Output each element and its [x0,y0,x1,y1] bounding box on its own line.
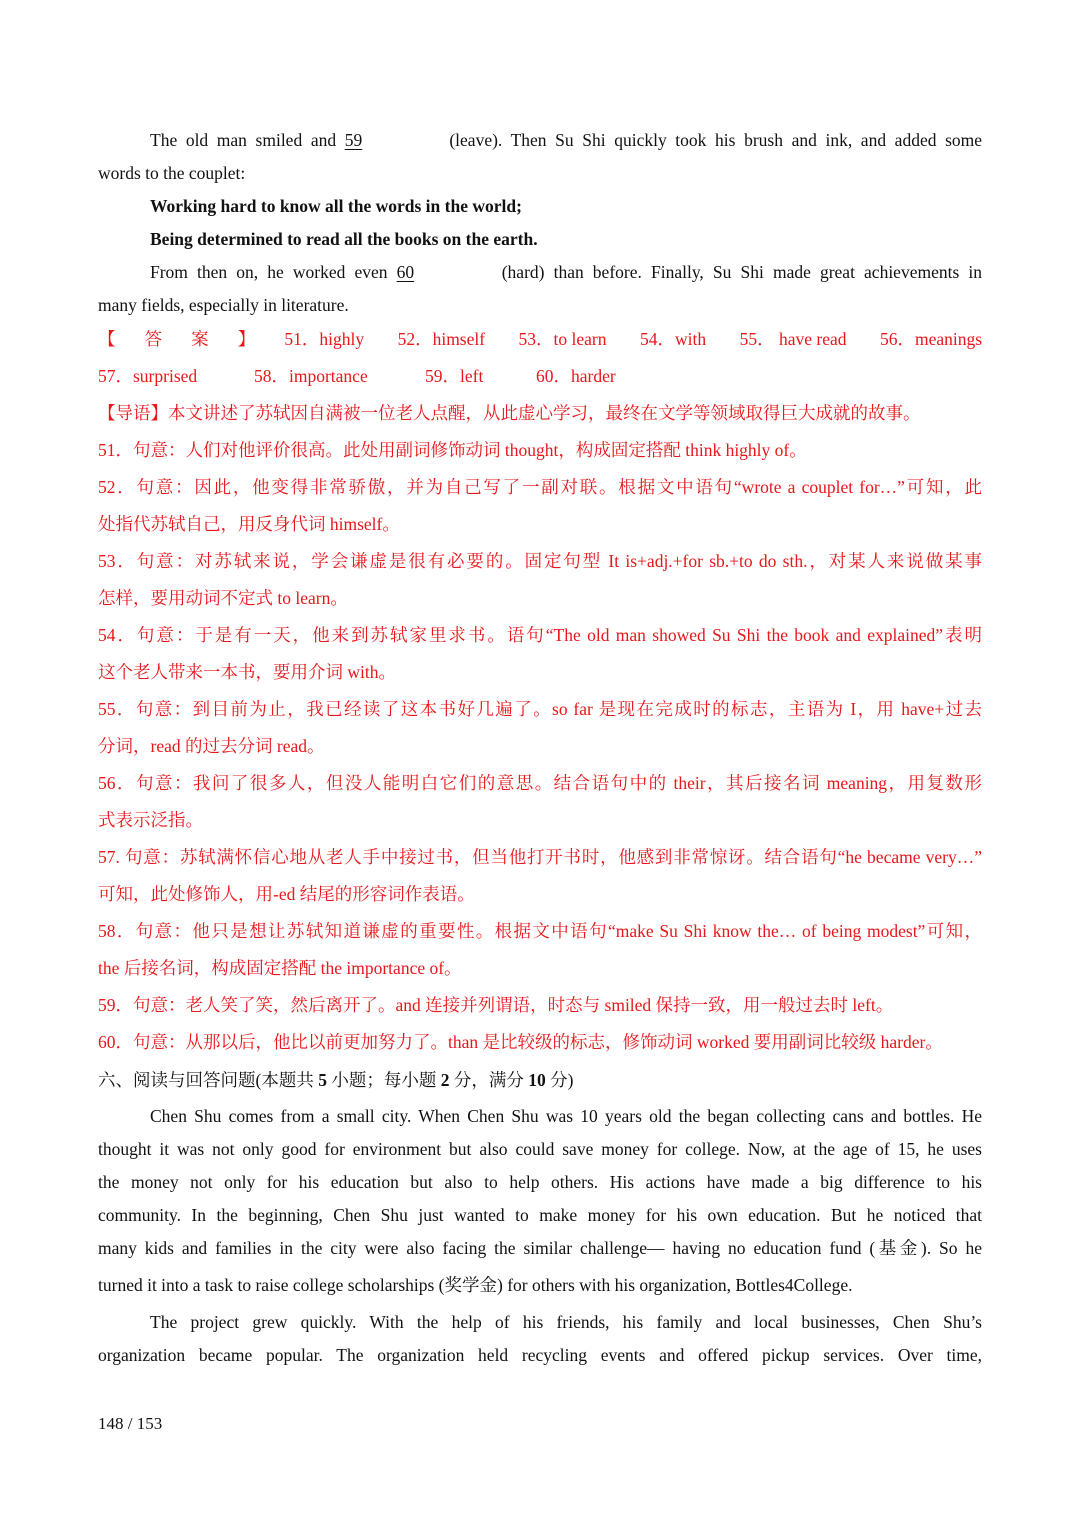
answer-item: 59．left [425,366,484,386]
page-number: 148 / 153 [98,1414,163,1433]
explanation-52-cont: 处指代苏轼自己，用反身代词 himself。 [98,514,400,534]
passage-line: From then on, he worked even 60 (hard) than before. Finally, Su Shi made great achievements in [150,262,982,282]
reading-line: the money not only for his education but also to help others. His actions have made a big difference to his [98,1172,982,1192]
explanation-57: 57. 句意：苏轼满怀信心地从老人手中接过书，但当他打开书时，他感到非常惊讶。结合语句“he became very…” [98,847,982,867]
explanation-58-cont: the 后接名词，构成固定搭配 the importance of。 [98,958,462,978]
answer-item: 57．surprised [98,366,198,386]
blank-60: 60 [396,262,415,282]
answer-label: 【答案】 [98,329,285,349]
answer-row [98,329,982,351]
section-heading: 六、阅读与回答问题(本题共 5 小题；每小题 2 分，满分 10 分) [98,1070,574,1090]
reading-line: turned it into a task to raise college scholarships (奖学金) for others with his organization, Bottles4College. [98,1275,853,1295]
passage-line: many fields, especially in literature. [98,295,349,315]
reading-line: thought it was not only good for environment but also could save money for college. Now, at the age of 15, he uses [98,1139,982,1159]
explanation-56: 56．句意：我问了很多人，但没人能明白它们的意思。结合语句中的 their，其后接名词 meaning，用复数形 [98,773,982,793]
answer-item: 58．importance [254,366,368,386]
explanation-52: 52．句意：因此，他变得非常骄傲，并为自己写了一副对联。根据文中语句“wrote a couplet for…”可知，此 [98,477,982,497]
explanation-55: 55．句意：到目前为止，我已经读了这本书好几遍了。so far 是现在完成时的标志，主语为 I，用 have+过去 [98,699,982,719]
couplet-line: Working hard to know all the words in the world; [150,196,522,216]
couplet-line: Being determined to read all the books on the earth. [150,229,538,249]
reading-line: community. In the beginning, Chen Shu just wanted to make money for his own education. But he noticed that [98,1205,982,1225]
answer-item: 55． have read [739,329,847,349]
guide-text: 【导语】本文讲述了苏轼因自满被一位老人点醒，从此虚心学习，最终在文学等领域取得巨大成就的故事。 [98,403,921,423]
answer-item: 54．with [639,329,707,349]
explanation-59: 59．句意：老人笑了笑，然后离开了。and 连接并列谓语，时态与 smiled 保持一致，用一般过去时 left。 [98,995,894,1015]
passage-line: words to the couplet: [98,163,246,183]
explanation-51: 51．句意：人们对他评价很高。此处用副词修饰动词 thought，构成固定搭配 think highly of。 [98,440,807,460]
reading-line: The project grew quickly. With the help of his friends, his family and local businesses, Chen Shu’s [150,1312,982,1332]
reading-line: organization became popular. The organization held recycling events and offered pickup services. Over time, [98,1345,982,1365]
reading-line: Chen Shu comes from a small city. When Chen Shu was 10 years old the began collecting cans and bottles. He [150,1106,982,1126]
passage-line: The old man smiled and 59 (leave). Then Su Shi quickly took his brush and ink, and added some [150,130,983,150]
answer-item: 56．meanings [879,329,983,349]
explanation-60: 60．句意：从那以后，他比以前更加努力了。than 是比较级的标志，修饰动词 worked 要用副词比较级 harder。 [98,1032,943,1052]
explanation-57-cont: 可知，此处修饰人，用-ed 结尾的形容词作表语。 [98,884,475,904]
explanation-56-cont: 式表示泛指。 [98,810,203,830]
explanation-54: 54．句意：于是有一天，他来到苏轼家里求书。语句“The old man showed Su Shi the book and explained”表明 [98,625,982,645]
reading-line: many kids and families in the city were also facing the similar challenge— having no education fund (基金). So he [98,1238,982,1258]
blank-59: 59 [344,130,363,150]
explanation-58: 58．句意：他只是想让苏轼知道谦虚的重要性。根据文中语句“make Su Shi know the… of being modest”可知， [98,921,982,941]
explanation-54-cont: 这个老人带来一本书，要用介词 with。 [98,662,396,682]
answer-item: 53．to learn [518,329,607,349]
answer-item: 60．harder [536,366,616,386]
answer-item: 52．himself [397,329,486,349]
explanation-53: 53．句意：对苏轼来说，学会谦虚是很有必要的。固定句型 It is+adj.+for sb.+to do sth.，对某人来说做某事 [98,551,982,571]
explanation-55-cont: 分词，read 的过去分词 read。 [98,736,325,756]
answer-item: 51．highly [284,329,365,349]
explanation-53-cont: 怎样，要用动词不定式 to learn。 [98,588,348,608]
